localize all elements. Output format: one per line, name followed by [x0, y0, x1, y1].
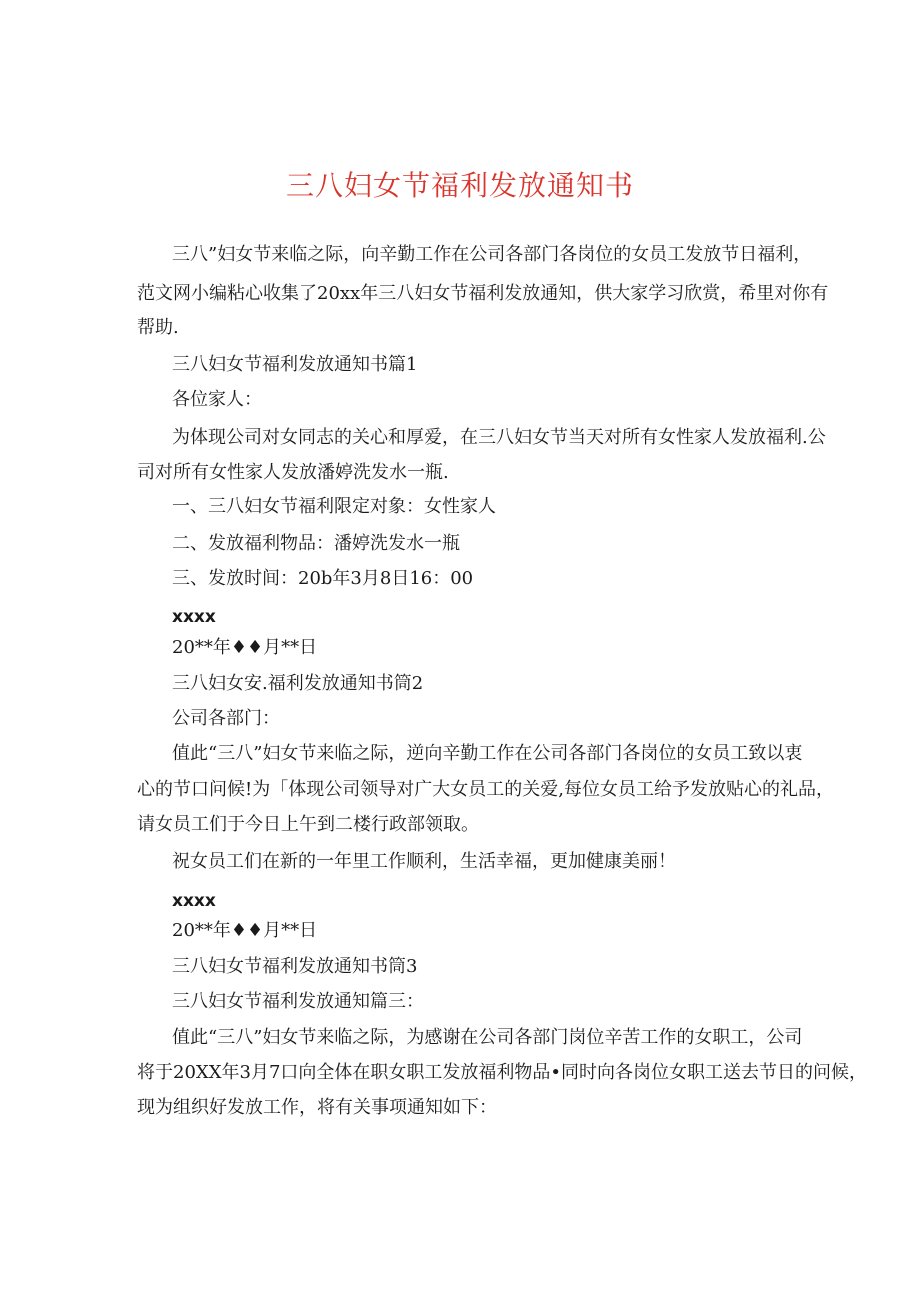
section-3-body-line-3: 现为组织好发放工作，将有关事项通知如下：	[137, 1097, 497, 1118]
document-title: 三八妇女节福利发放通知书	[285, 169, 634, 202]
intro-line-2: 范文网小编粘心收集了20xx年三八妇女节福利发放通知，供大家学习欣赏，希里对你有	[137, 283, 829, 304]
section-1-date: 20**年♦♦月**日	[172, 637, 318, 658]
section-1-item-3: 三、发放时间：20b年3月8日16：00	[172, 568, 474, 589]
section-1-signature: xxxx	[172, 607, 216, 627]
section-2-wish: 祝女员工们在新的一年里工作顺利，生活幸福，更加健康美丽！	[172, 851, 676, 872]
section-3-subheading: 三八妇女节福利发放通知篇三：	[172, 991, 424, 1012]
section-2-body-line-3: 请女员工们于今日上午到二楼行政部领取。	[137, 814, 479, 835]
section-2-heading: 三八妇女安.福利发放通知书筒2	[172, 673, 424, 694]
section-1-body-line-2: 司对所有女性家人发放潘婷洗发水一瓶.	[137, 462, 449, 483]
section-2-signature: xxxx	[172, 891, 216, 911]
section-2-body-line-2: 心的节口问候!为「体现公司领导对广大女员工的关爱,每位女员工给予发放贴心的礼品，	[137, 779, 834, 800]
section-1-heading: 三八妇女节福利发放通知书篇1	[172, 354, 418, 375]
intro-line-3: 帮助.	[137, 317, 179, 338]
section-1-greeting: 各位家人：	[172, 389, 262, 410]
section-1-item-2: 二、发放福利物品：潘婷洗发水一瓶	[172, 533, 460, 554]
section-2-body-line-1: 值此“三八”妇女节来临之际，逆向辛勤工作在公司各部门各岗位的女员工致以衷	[172, 743, 803, 764]
section-3-heading: 三八妇女节福利发放通知书筒3	[172, 956, 418, 977]
intro-line-1: 三八”妇女节来临之际，向辛勤工作在公司各部门各岗位的女员工发放节日福利，	[172, 244, 812, 265]
section-1-body-line-1: 为体现公司对女同志的关心和厚爱，在三八妇女节当天对所有女性家人发放福利.公	[172, 427, 826, 448]
section-1-item-1: 一、三八妇女节福利限定对象：女性家人	[172, 496, 496, 517]
section-3-body-line-1: 值此“三八”妇女节来临之际，为感谢在公司各部门岗位辛苦工作的女职工，公司	[172, 1027, 803, 1048]
section-2-date: 20**年♦♦月**日	[172, 920, 318, 941]
section-2-greeting: 公司各部门：	[172, 708, 280, 729]
section-3-body-line-2: 将于20XX年3月7口向全体在职女职工发放福利物品•同时向各岗位女职工送去节日的问候，	[137, 1062, 868, 1083]
